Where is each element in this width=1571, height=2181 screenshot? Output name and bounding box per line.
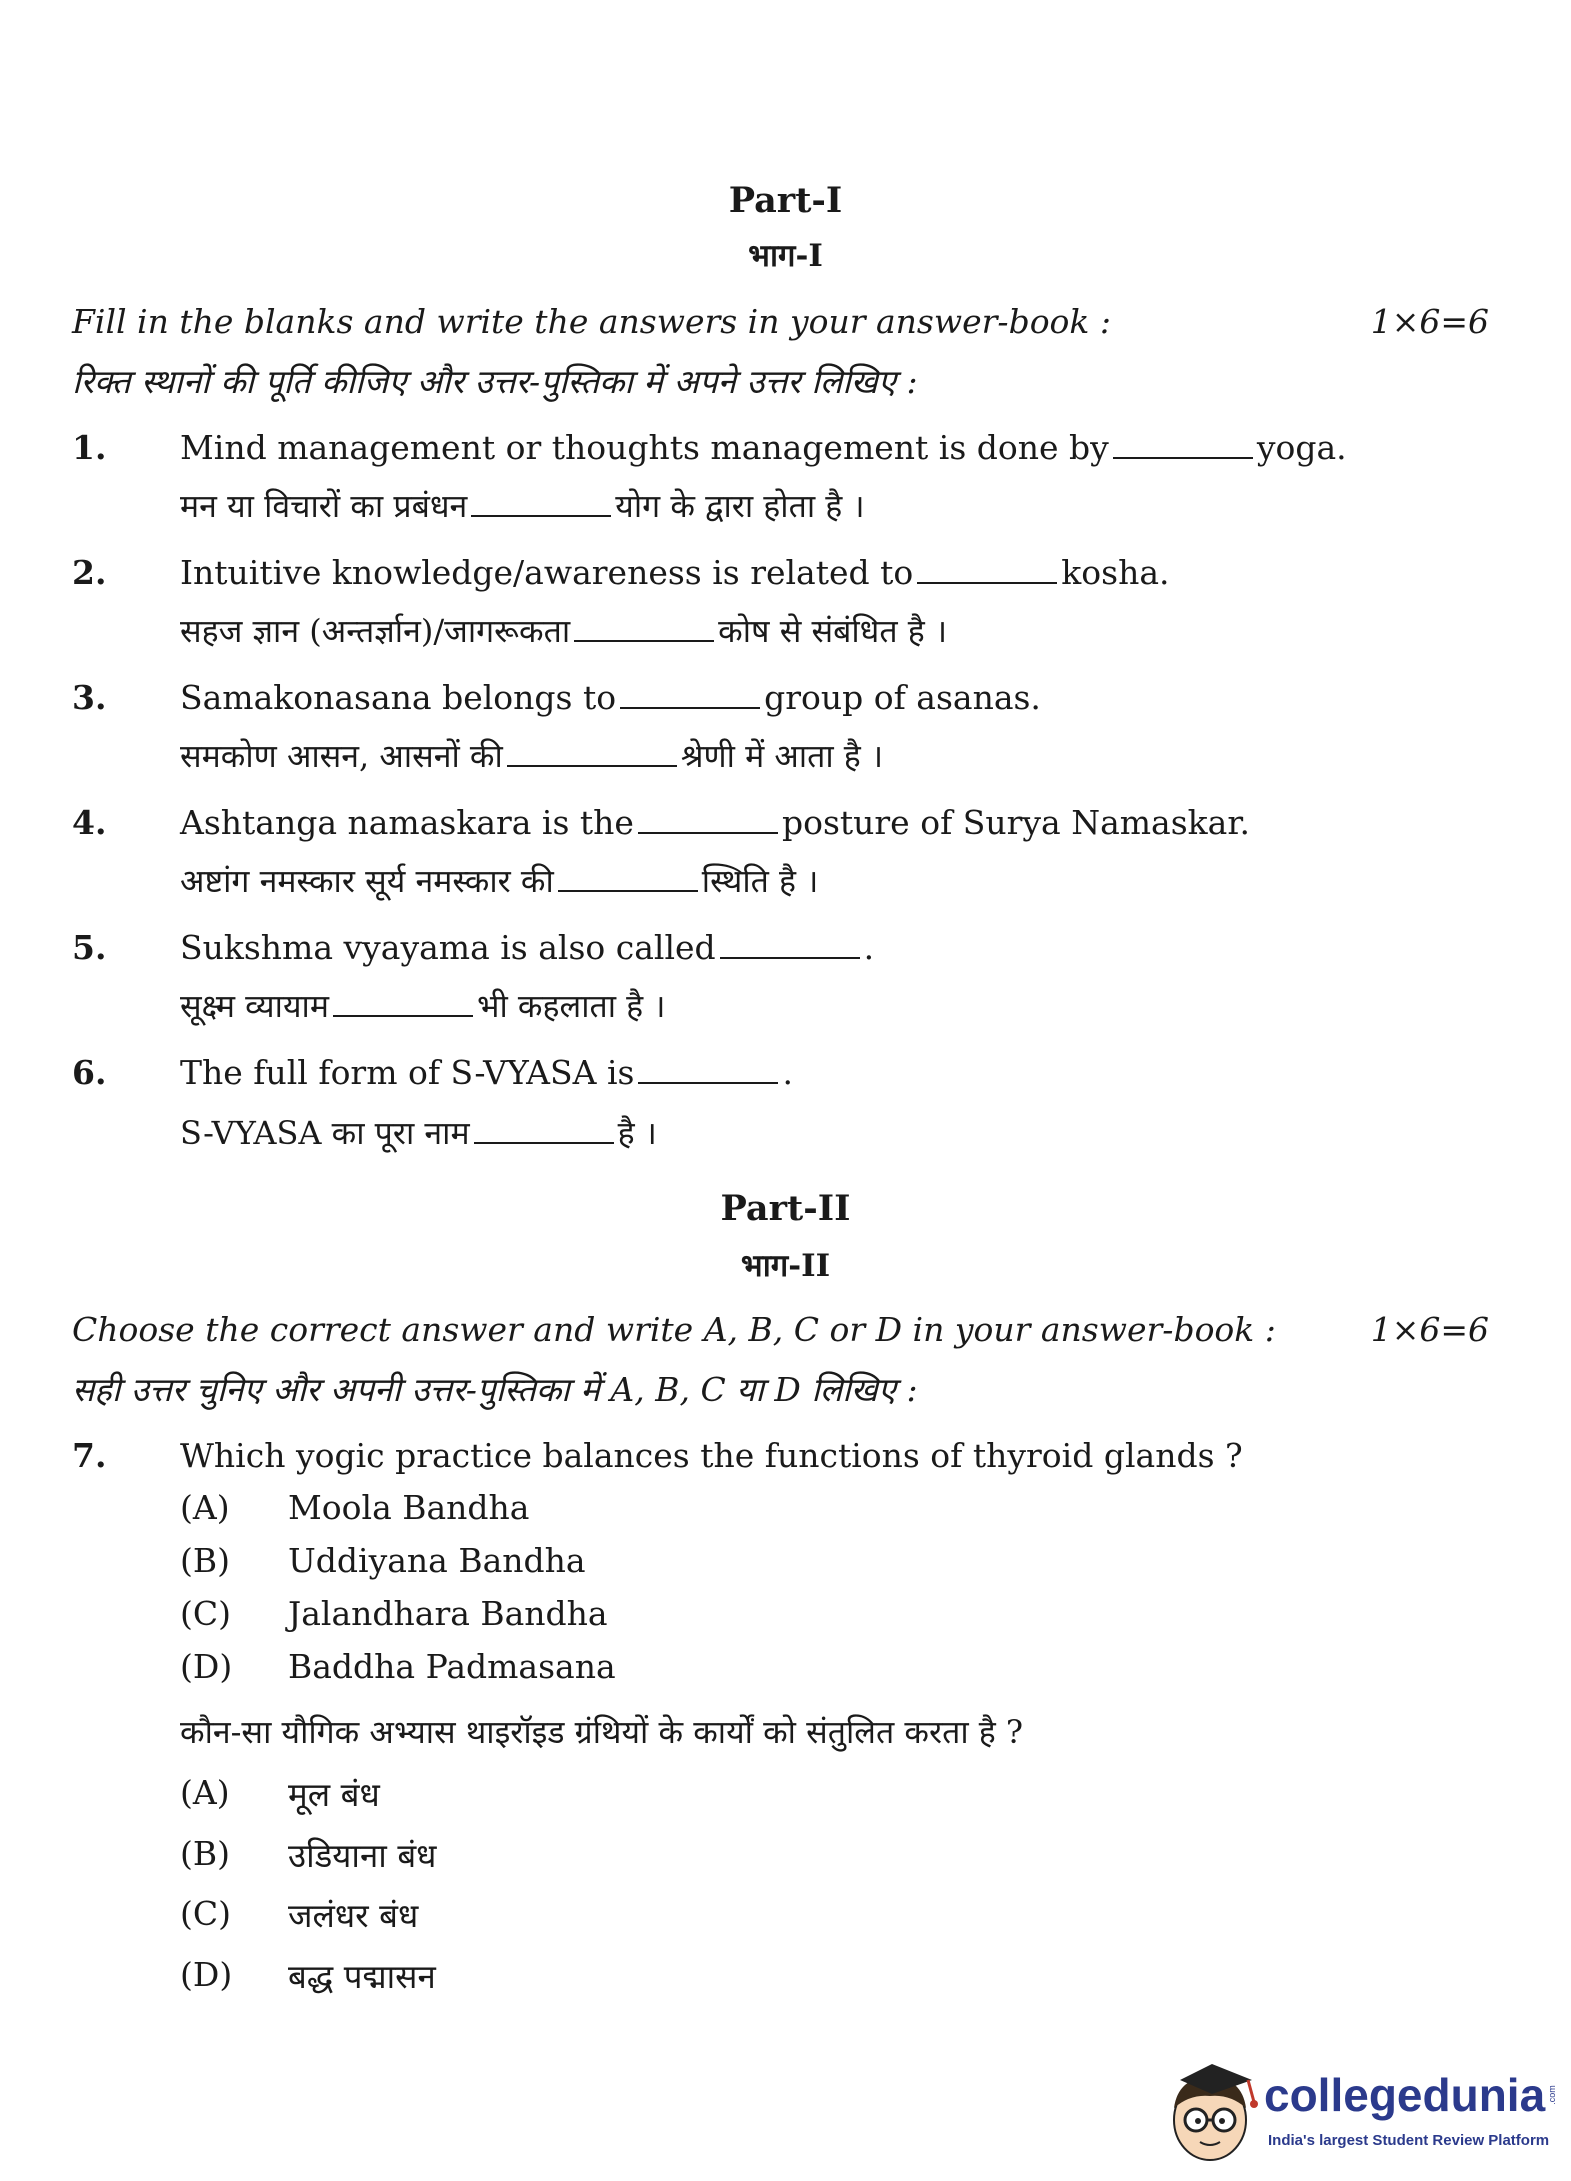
option-label: (C) [180,1894,231,1933]
part1-title: Part-I [728,180,843,221]
part1-title-hindi: भाग-I [748,238,823,274]
part2-title: Part-II [720,1188,851,1229]
question-number: 5. [72,928,107,967]
option-text-hindi: जलंधर बंध [288,1896,419,1935]
question-number: 7. [72,1436,107,1475]
option-text: Moola Bandha [288,1488,530,1527]
question-number: 6. [72,1053,107,1092]
question-text: Samakonasana belongs to group of asanas. [180,678,1041,717]
option-label: (B) [180,1834,230,1873]
part2-marks: 1×6=6 [1370,1310,1489,1349]
part2-instruction: Choose the correct answer and write A, B, C or D in your answer-book : [72,1310,1276,1349]
mascot-icon [1160,2050,1270,2170]
question-number: 3. [72,678,107,717]
question-text-hindi: सूक्ष्म व्यायाम भी कहलाता है । [180,987,666,1025]
collegedunia-watermark [1160,2050,1560,2170]
option-label: (C) [180,1594,231,1633]
option-label: (A) [180,1488,230,1527]
question-number: 2. [72,553,107,592]
question-text-hindi: समकोण आसन, आसनों की श्रेणी में आता है । [180,737,884,775]
option-text-hindi: बद्ध पद्मासन [288,1957,436,1996]
question-text: Ashtanga namaskara is the posture of Surya Namaskar. [180,803,1250,842]
question-number: 1. [72,428,107,467]
option-text-hindi: मूल बंध [288,1775,380,1814]
question-text-hindi: S-VYASA का पूरा नाम है । [180,1114,657,1152]
question-text-hindi: अष्टांग नमस्कार सूर्य नमस्कार की स्थिति है । [180,862,819,900]
question-text-hindi: मन या विचारों का प्रबंधन योग के द्वारा होता है । [180,487,865,525]
question-number: 4. [72,803,107,842]
question-text: The full form of S-VYASA is . [180,1053,793,1092]
brand-suffix: .com [1546,2085,1557,2105]
option-text: Uddiyana Bandha [288,1541,586,1580]
part1-instruction: Fill in the blanks and write the answers in your answer-book : [72,302,1112,341]
option-text: Jalandhara Bandha [288,1594,608,1633]
option-label: (D) [180,1955,233,1994]
question-text: Mind management or thoughts management is done by yoga. [180,428,1347,467]
option-label: (D) [180,1647,233,1686]
option-text: Baddha Padmasana [288,1647,616,1686]
part1-marks: 1×6=6 [1370,302,1489,341]
question-text: Which yogic practice balances the functions of thyroid glands ? [180,1436,1243,1475]
option-text-hindi: उडियाना बंध [288,1836,437,1875]
part2-instruction-hindi: सही उत्तर चुनिए और अपनी उत्तर-पुस्तिका में A, B, C या D लिखिए : [72,1370,918,1409]
question-text: Sukshma vyayama is also called . [180,928,875,967]
option-label: (A) [180,1773,230,1812]
brand-tagline: India's largest Student Review Platform [1268,2132,1550,2149]
question-text: Intuitive knowledge/awareness is related to kosha. [180,553,1170,592]
part2-title-hindi: भाग-II [740,1248,831,1284]
question-text-hindi: सहज ज्ञान (अन्तर्ज्ञान)/जागरूकता कोष से संबंधित है । [180,612,948,650]
option-label: (B) [180,1541,230,1580]
part1-instruction-hindi: रिक्त स्थानों की पूर्ति कीजिए और उत्तर-पुस्तिका में अपने उत्तर लिखिए : [72,362,918,401]
brand-name: collegedunia [1264,2069,1546,2121]
question-text-hindi: कौन-सा यौगिक अभ्यास थाइरॉइड ग्रंथियों के कार्यों को संतुलित करता है ? [180,1713,1024,1751]
